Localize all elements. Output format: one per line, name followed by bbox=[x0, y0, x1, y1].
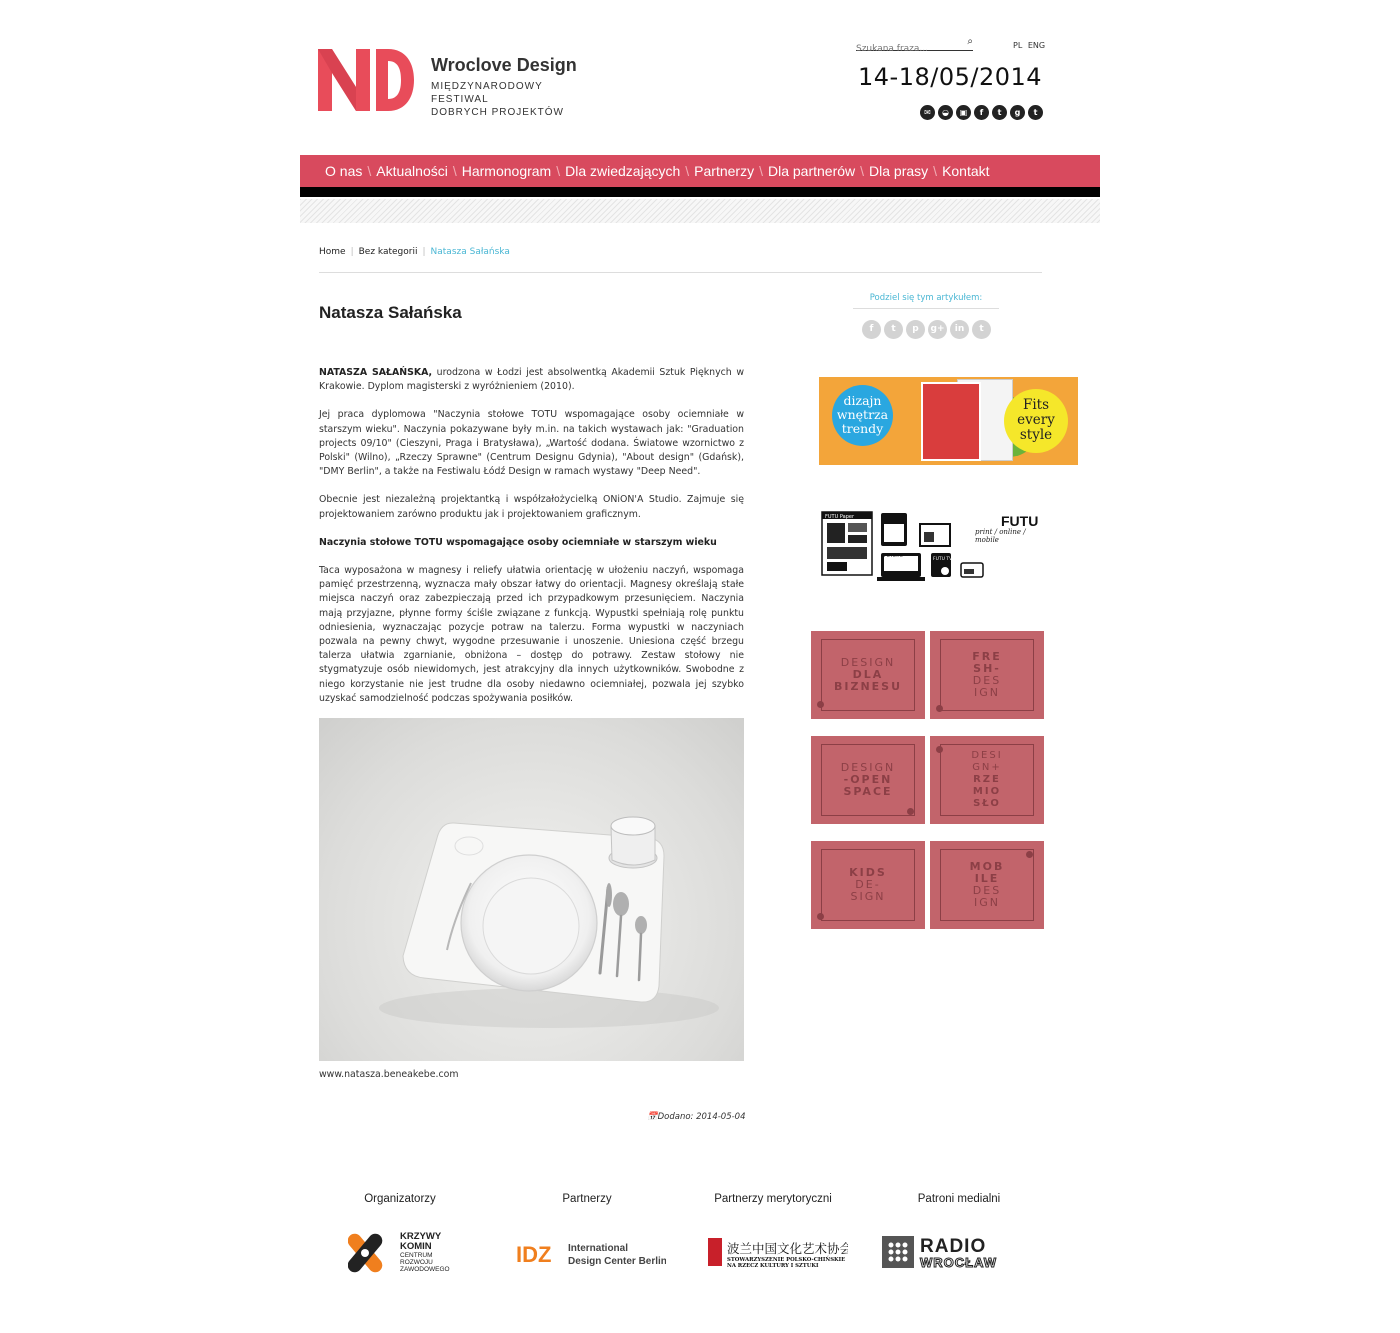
tile-decoration bbox=[1026, 851, 1033, 858]
tile-text: IGN bbox=[974, 686, 1000, 699]
futu-pl-label: FUTU.PL bbox=[884, 554, 903, 559]
nav-item-o-nas[interactable]: O nas bbox=[325, 163, 363, 179]
logo-text: NA RZECZ KULTURY I SZTUKI bbox=[727, 1263, 819, 1269]
nav-item-dla-zwiedzajacych[interactable]: Dla zwiedzających bbox=[565, 163, 681, 179]
author-name: NATASZA SAŁAŃSKA, bbox=[319, 367, 433, 378]
article-text: urodzona w Łodzi jest absolwentką Akademii Sztuk Pięknych w Krakowie. Dyplom magisterski z wyróżnieniem (2010). bbox=[319, 367, 744, 393]
nav-item-harmonogram[interactable]: Harmonogram bbox=[461, 163, 552, 179]
tile-text: DESIGN bbox=[840, 761, 896, 774]
logo-text: 波兰中国文化艺术协会 bbox=[727, 1241, 848, 1256]
facebook-icon[interactable]: f bbox=[862, 320, 881, 339]
tile-label bbox=[811, 762, 925, 798]
ad-text: every bbox=[1017, 412, 1055, 428]
breadcrumb-separator: | bbox=[422, 247, 426, 257]
logo-text: KOMIN bbox=[400, 1241, 432, 1252]
tile-text: SŁO bbox=[973, 798, 1001, 809]
chinese-association-mark bbox=[708, 1236, 848, 1270]
tile-text: BIZNESU bbox=[833, 680, 903, 693]
tile-text: RZE bbox=[973, 774, 1001, 785]
breadcrumb-category[interactable]: Bez kategorii bbox=[358, 247, 418, 257]
tile-text: DES bbox=[972, 674, 1002, 687]
search-input[interactable] bbox=[856, 43, 956, 56]
tile-label bbox=[811, 867, 925, 903]
tile-fresh-design[interactable] bbox=[930, 631, 1044, 719]
share-icons bbox=[862, 320, 991, 339]
tile-text: KIDS bbox=[849, 866, 887, 879]
nav-separator: \ bbox=[556, 163, 561, 179]
nav-stripe-band bbox=[300, 199, 1100, 223]
tableware-illustration bbox=[319, 718, 744, 1061]
tile-text: DE- bbox=[855, 878, 881, 891]
subheading-text: Naczynia stołowe TOTU wspomagające osoby ociemniałe w starszym wieku bbox=[319, 536, 717, 548]
ad-text: trendy bbox=[841, 421, 884, 436]
tile-text: DESIGN bbox=[840, 656, 896, 669]
tile-text: GN+ bbox=[972, 762, 1002, 773]
instagram-icon[interactable]: ▣ bbox=[956, 105, 971, 120]
ad-left-badge bbox=[832, 385, 893, 446]
tile-label bbox=[930, 750, 1044, 810]
footer-content-partners-heading: Partnerzy merytoryczni bbox=[714, 1193, 832, 1205]
googleplus-icon[interactable]: g bbox=[1010, 105, 1025, 120]
article-date bbox=[647, 1112, 746, 1122]
nav-separator: \ bbox=[452, 163, 457, 179]
futu-title: FUTU bbox=[1001, 513, 1039, 529]
article-photo-tableware bbox=[319, 718, 744, 1061]
logo-text: CENTRUM bbox=[400, 1252, 433, 1259]
tile-design-dla-biznesu[interactable] bbox=[811, 631, 925, 719]
chinese-association-logo[interactable] bbox=[708, 1236, 848, 1274]
tumblr-icon[interactable]: t bbox=[972, 320, 991, 339]
ad-magazine-cover bbox=[921, 382, 981, 461]
tile-design-rzemioslo[interactable] bbox=[930, 736, 1044, 824]
lang-eng-link[interactable]: ENG bbox=[1027, 41, 1046, 50]
article-date-text: Dodano: 2014-05-04 bbox=[657, 1112, 746, 1122]
logo-text: WROCŁAW bbox=[920, 1255, 998, 1270]
logo-text: RADIO bbox=[920, 1236, 987, 1257]
rss-icon[interactable]: ◒ bbox=[938, 105, 953, 120]
radio-wroclaw-mark bbox=[882, 1234, 1042, 1270]
divider bbox=[319, 272, 1042, 273]
futu-paper-label: FUTU Paper bbox=[825, 514, 854, 520]
share-label: Podziel się tym artykułem: bbox=[853, 293, 999, 309]
logo-text: ZAWODOWEGO bbox=[400, 1266, 450, 1273]
tile-text: DLA bbox=[852, 668, 884, 681]
festival-logo[interactable] bbox=[318, 49, 414, 111]
facebook-icon[interactable]: f bbox=[974, 105, 989, 120]
article-paragraph bbox=[319, 366, 744, 394]
nav-item-dla-prasy[interactable]: Dla prasy bbox=[869, 163, 929, 179]
nav-divider bbox=[300, 187, 1100, 197]
language-switcher bbox=[1013, 41, 1048, 50]
header-social-icons bbox=[920, 105, 1043, 120]
banner-ad-magazine[interactable] bbox=[819, 377, 1078, 465]
logo-text: International bbox=[568, 1243, 629, 1254]
googleplus-icon[interactable]: g+ bbox=[928, 320, 947, 339]
ad-text: dizajn bbox=[843, 393, 882, 408]
tile-decoration bbox=[936, 705, 943, 712]
tile-kids-design[interactable] bbox=[811, 841, 925, 929]
article-paragraph: Obecnie jest niezależną projektantką i współzałożycielką ONiON'A Studio. Zajmuje się projektowaniem zarówno produktu jak i projektowaniem graficznym. bbox=[319, 494, 744, 520]
article-paragraph: Jej praca dyplomowa "Naczynia stołowe TOTU wspomagające osoby ociemniałe w starszym wieku". Naczynia pokazywane były m.in. na takich wystawach jak: "Graduation projects 09/10" (Cieszyni, Praga i Bratysława), „Wartość dodana. Światowe wzornictwo z Polski" (Wilno), „Rzeczy Sprawne" (Centrum Designu Gdynia), "About design" (Gdańsk), "DMY Berlin", a także na Festiwalu Łódź Design w ramach wystawy "Deep Need". bbox=[319, 409, 744, 478]
banner-ad-futu[interactable] bbox=[819, 505, 1049, 585]
ad-text: Fits bbox=[1022, 397, 1050, 413]
breadcrumb-separator: | bbox=[350, 247, 354, 257]
tile-text: FRE bbox=[972, 650, 1002, 663]
tile-mobile-design[interactable] bbox=[930, 841, 1044, 929]
festival-dates: 14-18/05/2014 bbox=[858, 63, 1043, 91]
idz-logo[interactable] bbox=[516, 1238, 666, 1274]
krzywy-komin-mark bbox=[348, 1228, 468, 1276]
breadcrumb bbox=[319, 247, 510, 257]
tumblr-icon[interactable]: t bbox=[1028, 105, 1043, 120]
nav-separator: \ bbox=[685, 163, 690, 179]
nav-separator: \ bbox=[759, 163, 763, 179]
nav-separator: \ bbox=[860, 163, 865, 179]
brand-title: Wroclove Design bbox=[431, 55, 577, 75]
tile-text: MOB bbox=[969, 860, 1005, 873]
lang-pl-link[interactable]: PL bbox=[1013, 41, 1023, 50]
nav-item-partnerzy[interactable]: Partnerzy bbox=[694, 163, 755, 179]
krzywy-komin-logo[interactable] bbox=[348, 1228, 468, 1280]
logo-text: ROZWOJU bbox=[400, 1259, 433, 1266]
logo-text: KRZYWY bbox=[400, 1231, 442, 1242]
tile-text: ILE bbox=[974, 872, 1000, 885]
tile-text: SIGN bbox=[850, 890, 886, 903]
ad-right-badge bbox=[1004, 389, 1068, 453]
tile-text: DES bbox=[972, 884, 1002, 897]
article-source-link[interactable]: www.natasza.beneakebe.com bbox=[319, 1069, 459, 1080]
footer-media-patrons-heading: Patroni medialni bbox=[917, 1193, 1001, 1205]
tile-text: MIO bbox=[972, 786, 1002, 797]
article-body bbox=[319, 366, 744, 720]
footer-organizers-heading: Organizatorzy bbox=[364, 1193, 436, 1205]
twitter-icon[interactable]: t bbox=[884, 320, 903, 339]
tile-design-open-space[interactable] bbox=[811, 736, 925, 824]
ad-text: wnętrza bbox=[836, 407, 889, 422]
futu-subtitle: print / online / mobile bbox=[975, 528, 1026, 544]
nav-item-dla-partnerow[interactable]: Dla partnerów bbox=[767, 163, 856, 179]
search-icon[interactable]: ⌕ bbox=[967, 36, 973, 47]
tile-label bbox=[930, 651, 1044, 699]
futu-tv-label: FUTU TV bbox=[933, 557, 953, 562]
ad-text: style bbox=[1019, 427, 1053, 443]
futu-devices-illustration bbox=[819, 505, 984, 583]
logo-text: IDZ bbox=[516, 1242, 552, 1267]
logo-text: Design Center Berlin bbox=[568, 1256, 666, 1267]
tile-text: -OPEN bbox=[843, 773, 893, 786]
footer-partners-heading: Partnerzy bbox=[562, 1193, 612, 1205]
article-paragraph: Taca wyposażona w magnesy i reliefy ułatwia orientację w ułożeniu naczyń, wspomaga pamięć przestrzenną, wyznacza mały obszar łatwy do orientacji. Magnesy określają stałe miejsca naczyń oraz zabezpieczają przed ich przypadkowym przesunięciem. Naczynia mają przyjazne, płynne formy ściśle związane z funkcją. Wypustki spełniają rolę punktu odniesienia, wyznaczając pozycje potraw na talerzu. Forma wypustki w naczyniach pozwala na pewny chwyt, wygodne przesuwanie i unoszenie. Uniesiona część brzegu talerza ułatwia zgarnianie, obniżona – dostęp do potrawy. Zestaw stołowy nie stygmatyzuje osób niewidomych, jest atrakcyjny dla innych użytkowników. Swobodne z niego korzystanie nie jest trudne dla osoby niedawno ociemniałej, pozwala jej szybko uzyskać samodzielność podczas spożywania posiłków. bbox=[319, 565, 744, 704]
main-nav bbox=[300, 155, 1100, 187]
linkedin-icon[interactable]: in bbox=[950, 320, 969, 339]
breadcrumb-home[interactable]: Home bbox=[319, 247, 346, 257]
nav-item-kontakt[interactable]: Kontakt bbox=[942, 163, 990, 179]
tile-text: SPACE bbox=[843, 785, 893, 798]
tile-text: DESI bbox=[971, 750, 1003, 761]
tile-label bbox=[930, 861, 1044, 909]
pinterest-icon[interactable]: p bbox=[906, 320, 925, 339]
tile-decoration bbox=[817, 913, 824, 920]
calendar-icon: 📅 bbox=[647, 1112, 658, 1122]
idz-mark bbox=[516, 1238, 666, 1270]
breadcrumb-current: Natasza Sałańska bbox=[430, 247, 510, 257]
twitter-icon[interactable]: t bbox=[992, 105, 1007, 120]
search-box bbox=[856, 36, 973, 51]
nav-item-aktualnosci[interactable]: Aktualności bbox=[376, 163, 448, 179]
tile-text: IGN bbox=[974, 896, 1000, 909]
article-subheading bbox=[319, 536, 744, 550]
page bbox=[300, 0, 1100, 1333]
brand-subtitle-line1: MIĘDZYNARODOWY FESTIWAL bbox=[431, 81, 543, 105]
nav-separator: \ bbox=[933, 163, 938, 179]
tile-label bbox=[811, 657, 925, 693]
article-title: Natasza Sałańska bbox=[319, 303, 462, 322]
radio-wroclaw-logo[interactable] bbox=[882, 1234, 1042, 1274]
tile-decoration bbox=[817, 701, 824, 708]
brand-subtitle bbox=[431, 80, 601, 119]
nav-separator: \ bbox=[367, 163, 372, 179]
tile-decoration bbox=[907, 808, 914, 815]
brand-subtitle-line2: DOBRYCH PROJEKTÓW bbox=[431, 107, 564, 118]
tile-text: SH- bbox=[973, 662, 1001, 675]
logo-text: STOWARZYSZENIE POLSKO-CHIŃSKIE bbox=[727, 1257, 846, 1263]
email-icon[interactable]: ✉ bbox=[920, 105, 935, 120]
